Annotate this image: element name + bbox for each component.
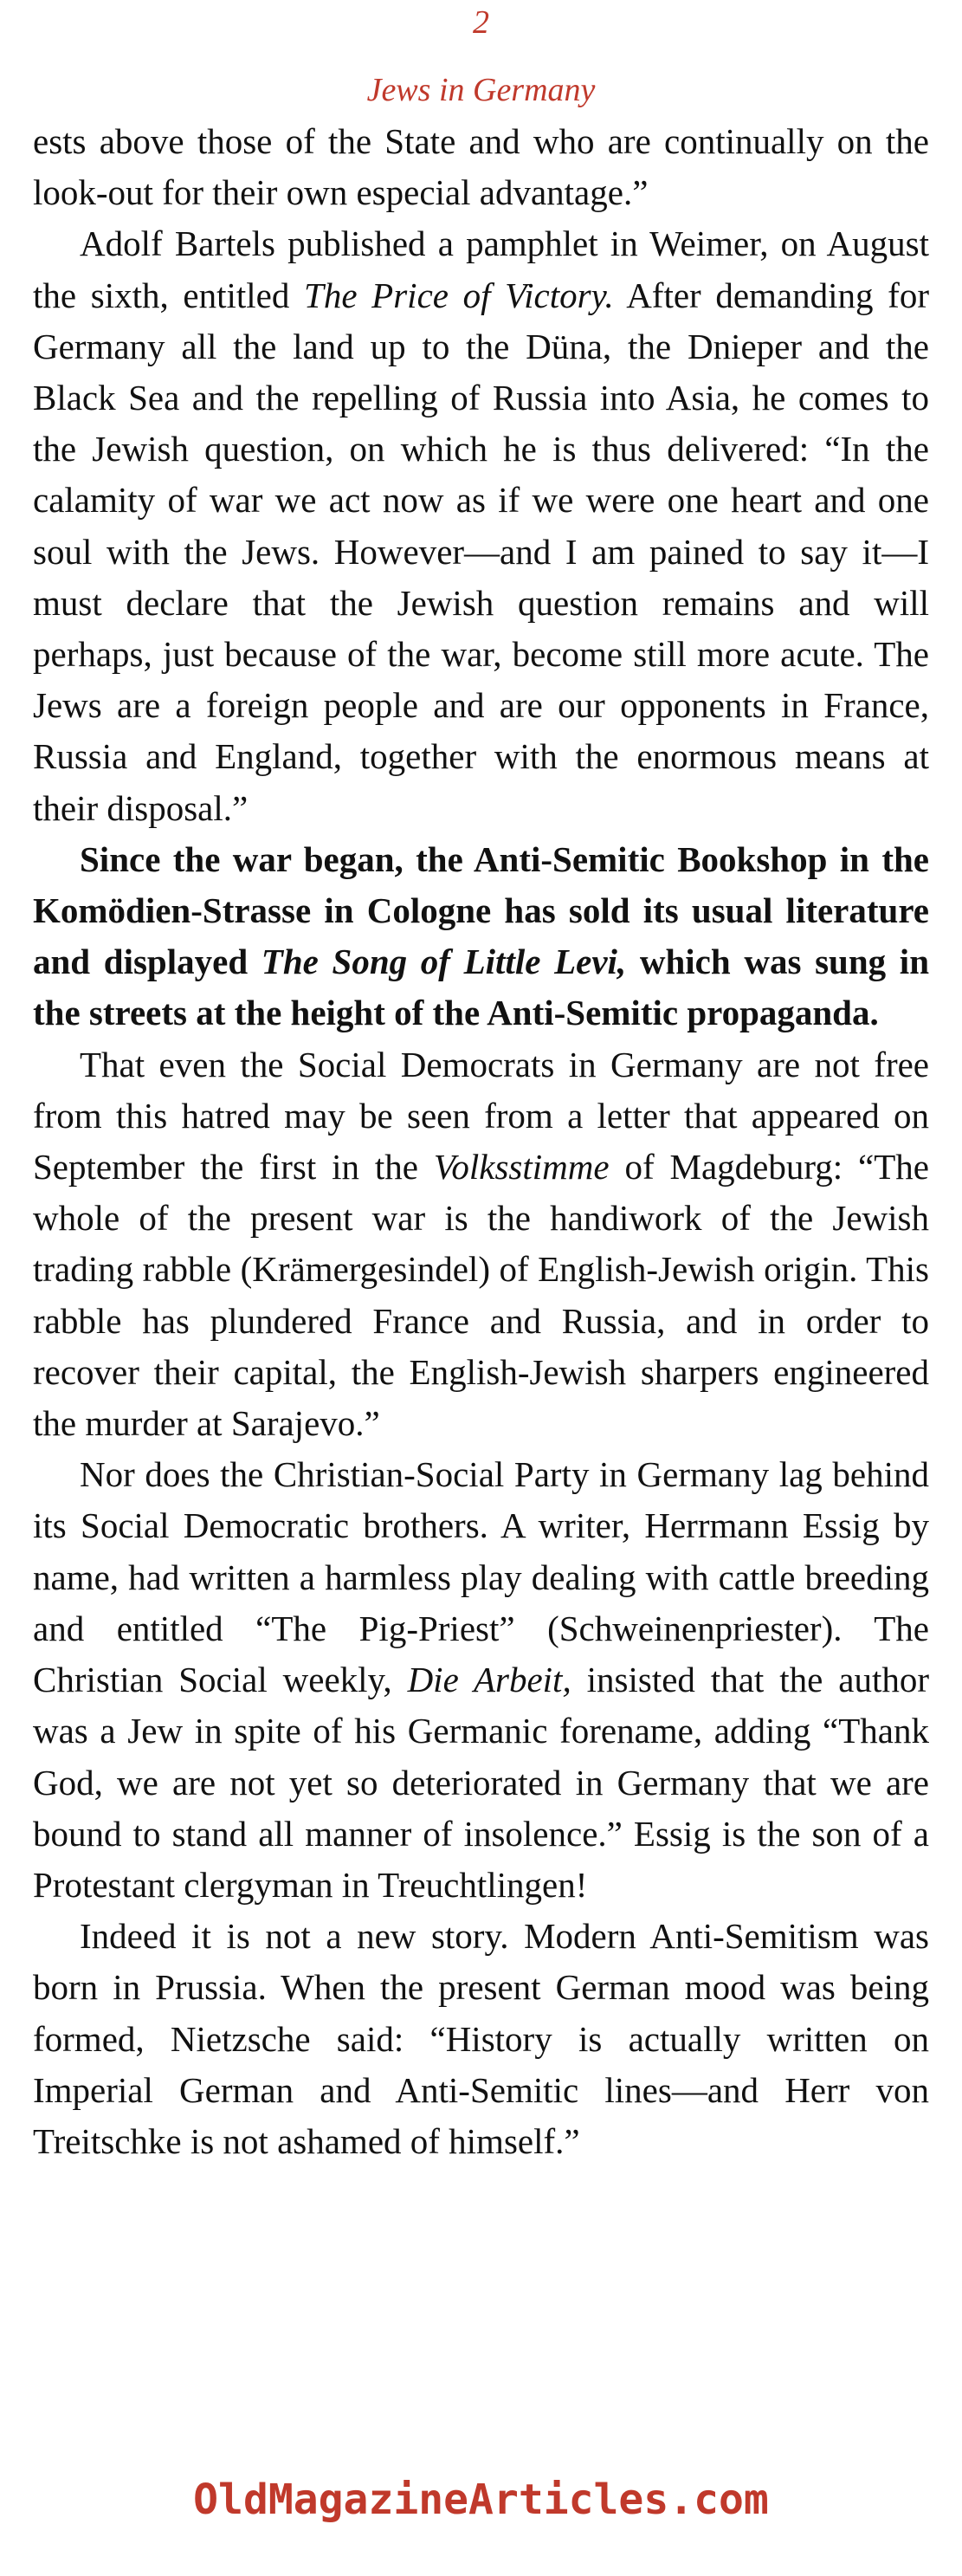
paragraph-text: That even the Social Democrats in Germany are not free from this hatred may be seen from a letter that appeared on September the first in the <box>33 1044 929 1188</box>
paragraph-text: ests above those of the State and who are continually on the look-out for their own especial advantage.” <box>33 121 929 213</box>
article-body <box>33 116 929 2167</box>
article-paragraph <box>33 1449 929 1911</box>
paragraph-text: Adolf Bartels published a pamphlet in Weimer, on August the sixth, entitled <box>33 223 929 315</box>
article-paragraph <box>33 1911 929 2167</box>
paragraph-text: of Magdeburg: “The whole of the present war is the handiwork of the Jewish trading rabble (Krämergesindel) of English-Jewish origin. This rabble has plundered France and Russia, and in order to recover their capital, the English-Jewish sharpers engineered the murder at Sarajevo.” <box>33 1147 930 1444</box>
article-paragraph <box>33 116 929 218</box>
italic-title: Die Arbeit, <box>407 1660 571 1700</box>
running-head: Jews in Germany <box>366 72 596 108</box>
paragraph-text: After demanding for Germany all the land up to the Düna, the Dnieper and the Black Sea and the repelling of Russia into Asia, he comes to the Jewish question, on which he is thus delivered: “In the calamity of war we act now as if we were one heart and one soul with the Jews. However—and I am pained to say it—I must declare that the Jewish question remains and will perhaps, just because of the war, become still more acute. The Jews are a foreign people and are our opponents in France, Russia and England, together with the enormous means at their disposal.” <box>33 275 929 828</box>
italic-title: Volksstimme <box>433 1147 610 1188</box>
italic-title: The Price of Victory. <box>304 275 614 315</box>
site-footer: OldMagazineArticles.com <box>193 2476 769 2524</box>
paragraph-text: Since the war began, the Anti-Semitic Bookshop in the Komödien-Strasse in Cologne has sold its usual literature and displayed <box>33 838 929 982</box>
paragraph-text: insisted that the author was a Jew in spite of his Germanic forename, adding “Thank God, we are not yet so deteriorated in Germany that we are bound to stand all manner of insolence.” Essig is the son of a Protestant clergyman in Treuchtlingen! <box>33 1660 930 1905</box>
article-paragraph <box>33 834 929 1039</box>
paragraph-text: which was sung in the streets at the height of the Anti-Semitic propaganda. <box>33 942 929 1033</box>
article-paragraph <box>33 1039 929 1450</box>
article-paragraph <box>33 218 929 833</box>
paragraph-text: Nor does the Christian-Social Party in Germany lag behind its Social Democratic brothers. A writer, Herrmann Essig by name, had written a harmless play dealing with cattle breeding and entitled “The Pig-Priest” (Schweinenpriester). The Christian Social weekly, <box>33 1454 929 1700</box>
italic-title: The Song of Little Levi, <box>261 942 627 982</box>
page-number: 2 <box>473 4 489 41</box>
paragraph-text: Indeed it is not a new story. Modern Anti-Semitism was born in Prussia. When the present German mood was being formed, Nietzsche said: “History is actually written on Imperial German and Anti-Semitic lines—and Herr von Treitschke is not ashamed of himself.” <box>33 1916 929 2161</box>
